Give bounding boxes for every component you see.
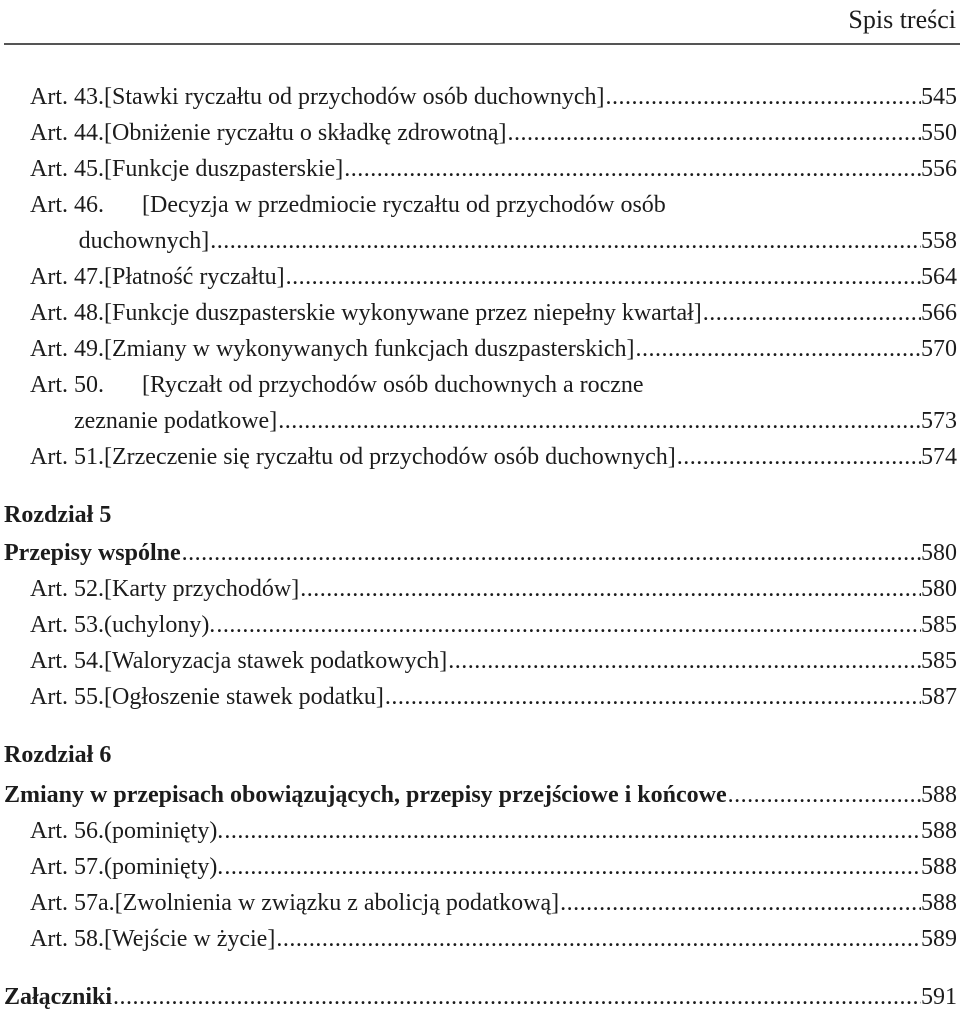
dot-leader [677,440,921,474]
dot-leader [344,152,921,186]
entry-title-continuation: zeznanie podatkowe] [73,408,278,434]
annex-title: Załączniki [4,984,113,1010]
entry-title: [Stawki ryczałtu od przychodów osób duchownych] [104,84,605,110]
article-number: Art. 51. [30,444,104,470]
chapter-label: Rozdział 6 [4,742,112,768]
toc-entry[interactable] [30,80,957,114]
dot-leader [385,680,921,714]
dot-leader [276,922,921,956]
entry-title: [Zwolnienia w związku z abolicją podatkową] [114,890,560,916]
running-header-title: Spis treści [848,5,956,34]
dot-leader [224,850,921,884]
entry-title: [Obniżenie ryczałtu o składkę zdrowotną] [104,120,507,146]
chapter-title: Przepisy wspólne [4,540,181,566]
article-number: Art. 57. [30,854,104,880]
article-number: Art. 56. [30,818,104,844]
article-number: Art. 52. [30,576,104,602]
page-number: 588 [921,854,957,880]
page-number: 585 [921,612,957,638]
page-number: 580 [921,540,957,566]
dot-leader [216,608,921,642]
toc-entry-continuation[interactable] [30,224,957,258]
dot-leader [286,260,921,294]
entry-title: (pominięty). [104,818,224,844]
page-number: 588 [921,890,957,916]
toc-entry[interactable] [30,850,957,884]
page-number: 591 [921,984,957,1010]
entry-title: [Płatność ryczałtu] [104,264,285,290]
entry-title: [Ogłoszenie stawek podatku] [104,684,384,710]
page-number: 550 [921,120,957,146]
toc-entry[interactable] [30,608,957,642]
toc-entry-continuation[interactable] [30,404,957,438]
page-number: 574 [921,444,957,470]
entry-title: [Funkcje duszpasterskie] [104,156,344,182]
entry-title-continuation: duchownych] [78,228,210,254]
article-number: Art. 53. [30,612,104,638]
dot-leader [113,980,921,1014]
page-number: 589 [921,926,957,952]
annex-entry[interactable] [4,980,957,1014]
page-number: 585 [921,648,957,674]
article-number: Art. 45. [30,156,104,182]
dot-leader [210,224,921,258]
article-number: Art. 43. [30,84,104,110]
toc-entry[interactable] [30,332,957,366]
toc-entry[interactable] [30,440,957,474]
page-number: 558 [921,228,957,254]
entry-title: [Waloryzacja stawek podatkowych] [104,648,448,674]
toc-entry[interactable] [30,644,957,678]
toc-entry[interactable] [30,368,957,402]
entry-title: (uchylony). [104,612,216,638]
chapter-title-entry[interactable] [4,536,957,570]
entry-title: [Wejście w życie] [104,926,276,952]
dot-leader [636,332,921,366]
page-number: 556 [921,156,957,182]
page-number: 545 [921,84,957,110]
chapter-title: Zmiany w przepisach obowiązujących, przepisy przejściowe i końcowe [4,782,727,808]
entry-title: [Decyzja w przedmiocie ryczałtu od przychodów osób [142,192,666,218]
article-number: Art. 47. [30,264,104,290]
article-number: Art. 48. [30,300,104,326]
chapter-label: Rozdział 5 [4,502,112,528]
dot-leader [224,814,921,848]
entry-title: [Funkcje duszpasterskie wykonywane przez niepełny kwartał] [104,300,702,326]
entry-title: [Karty przychodów] [104,576,300,602]
article-number: Art. 44. [30,120,104,146]
toc-entry[interactable] [30,886,957,920]
entry-title: [Ryczałt od przychodów osób duchownych a roczne [142,372,644,398]
dot-leader [703,296,921,330]
toc-entry[interactable] [30,260,957,294]
toc-entry[interactable] [30,188,957,222]
entry-title: (pominięty). [104,854,224,880]
chapter-title-entry[interactable] [4,778,957,812]
entry-title: [Zmiany w wykonywanych funkcjach duszpasterskich] [104,336,635,362]
dot-leader [508,116,921,150]
article-number: Art. 54. [30,648,104,674]
dot-leader [448,644,921,678]
toc-entry[interactable] [30,922,957,956]
dot-leader [182,536,921,570]
dot-leader [278,404,921,438]
toc-entry[interactable] [30,814,957,848]
toc-entry[interactable] [30,680,957,714]
toc-entry[interactable] [30,116,957,150]
page-number: 587 [921,684,957,710]
page-number: 566 [921,300,957,326]
dot-leader [300,572,921,606]
dot-leader [606,80,921,114]
toc-entry[interactable] [30,152,957,186]
page-number: 588 [921,782,957,808]
article-number: Art. 49. [30,336,104,362]
article-number: Art. 55. [30,684,104,710]
toc-entry[interactable] [30,296,957,330]
article-number: Art. 50. [30,372,104,398]
entry-title: [Zrzeczenie się ryczałtu od przychodów osób duchownych] [104,444,676,470]
dot-leader [560,886,921,920]
article-number: Art. 57a. [30,890,115,916]
article-number: Art. 58. [30,926,104,952]
page-number: 580 [921,576,957,602]
page-number: 573 [921,408,957,434]
article-number: Art. 46. [30,192,104,218]
dot-leader [728,778,921,812]
page-number: 564 [921,264,957,290]
page-number: 570 [921,336,957,362]
toc-entry[interactable] [30,572,957,606]
page-number: 588 [921,818,957,844]
